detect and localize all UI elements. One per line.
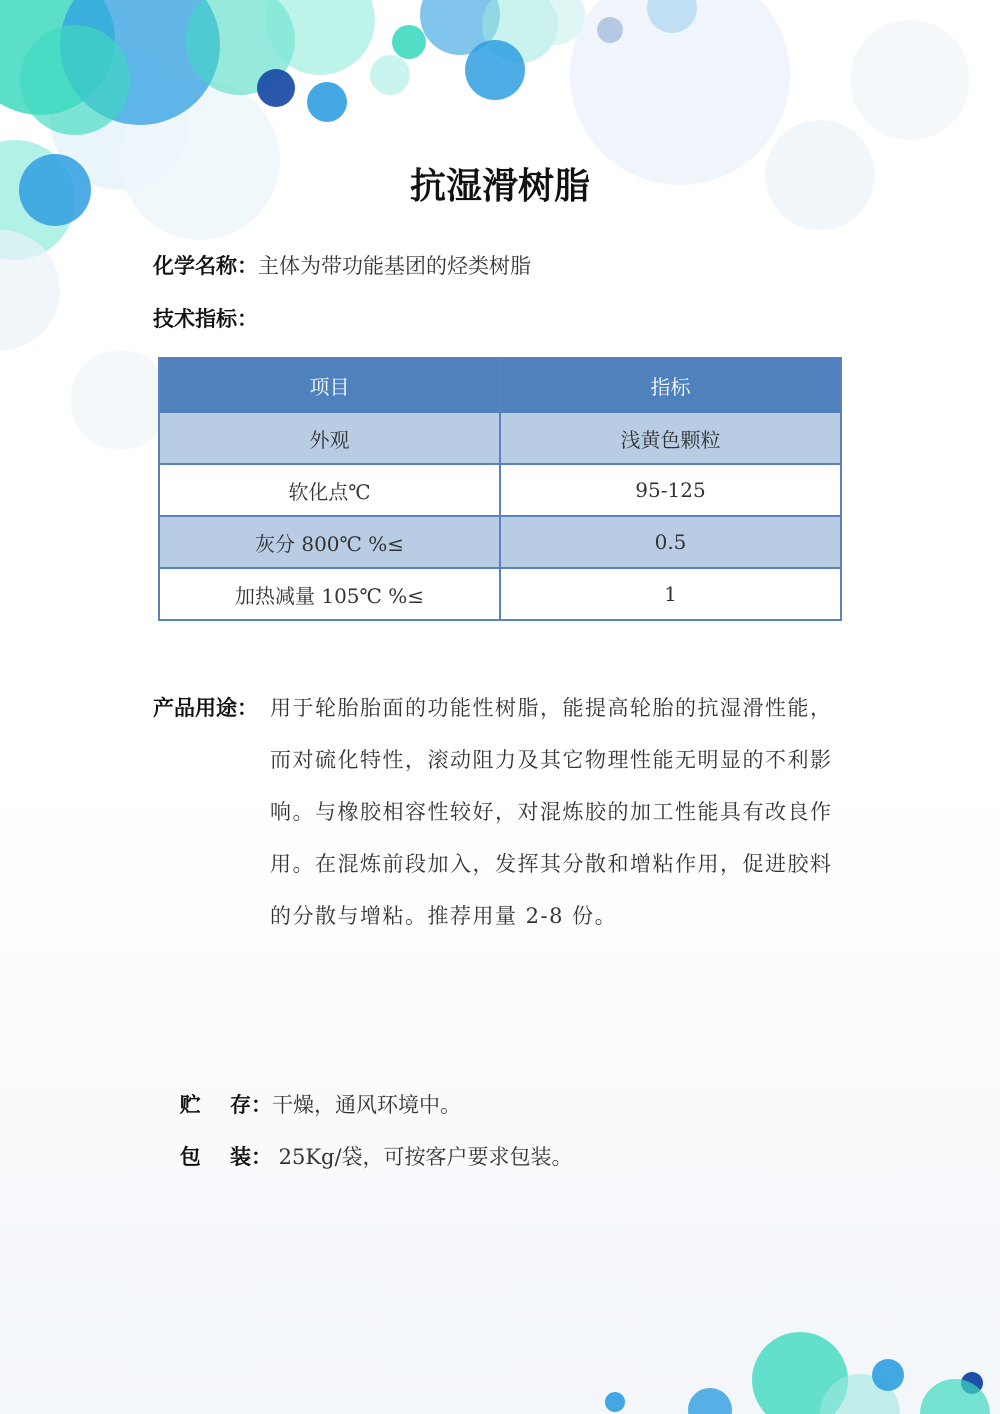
table-cell-item: 外观 <box>159 412 500 464</box>
chemical-name-value: 主体为带功能基团的烃类树脂 <box>258 254 531 278</box>
table-cell-value: 浅黄色颗粒 <box>500 412 841 464</box>
table-row <box>159 412 841 464</box>
specs-table <box>158 357 842 621</box>
packaging-label: 包 装： <box>179 1145 272 1169</box>
packaging-line <box>153 1112 573 1202</box>
document-title: 抗湿滑树脂 <box>409 166 590 207</box>
table-row <box>159 516 841 568</box>
table-header-item: 项目 <box>159 358 500 412</box>
table-row <box>159 568 841 620</box>
usage-label: 产品用途： <box>153 696 258 720</box>
storage-value: 干燥，通风环境中。 <box>271 1093 461 1117</box>
usage-text: 用于轮胎胎面的功能性树脂，能提高轮胎的抗湿滑性能，而对硫化特性，滚动阻力及其它物理性能无明显的不利影响。与橡胶相容性较好，对混炼胶的加工性能具有改良作用。在混炼前段加入，发挥其分散和增粘作用，促进胶料的分散与增粘。推荐用量 2-8 份。 <box>270 696 833 928</box>
table-header-row <box>159 358 841 412</box>
table-cell-item: 灰分 800℃ %≤ <box>159 516 500 568</box>
table-row <box>159 464 841 516</box>
usage-section <box>153 682 853 942</box>
table-cell-value: 1 <box>500 568 841 620</box>
table-cell-item: 软化点℃ <box>159 464 500 516</box>
storage-label: 贮 存： <box>179 1093 272 1117</box>
chemical-name-label: 化学名称： <box>153 254 258 278</box>
specs-line <box>153 304 258 334</box>
chemical-name-line <box>153 251 531 281</box>
packaging-value: 25Kg/袋，可按客户要求包装。 <box>271 1145 573 1169</box>
table-header-spec: 指标 <box>500 358 841 412</box>
table-cell-value: 95-125 <box>500 464 841 516</box>
specs-label: 技术指标： <box>153 307 258 331</box>
table-cell-item: 加热减量 105℃ %≤ <box>159 568 500 620</box>
table-cell-value: 0.5 <box>500 516 841 568</box>
